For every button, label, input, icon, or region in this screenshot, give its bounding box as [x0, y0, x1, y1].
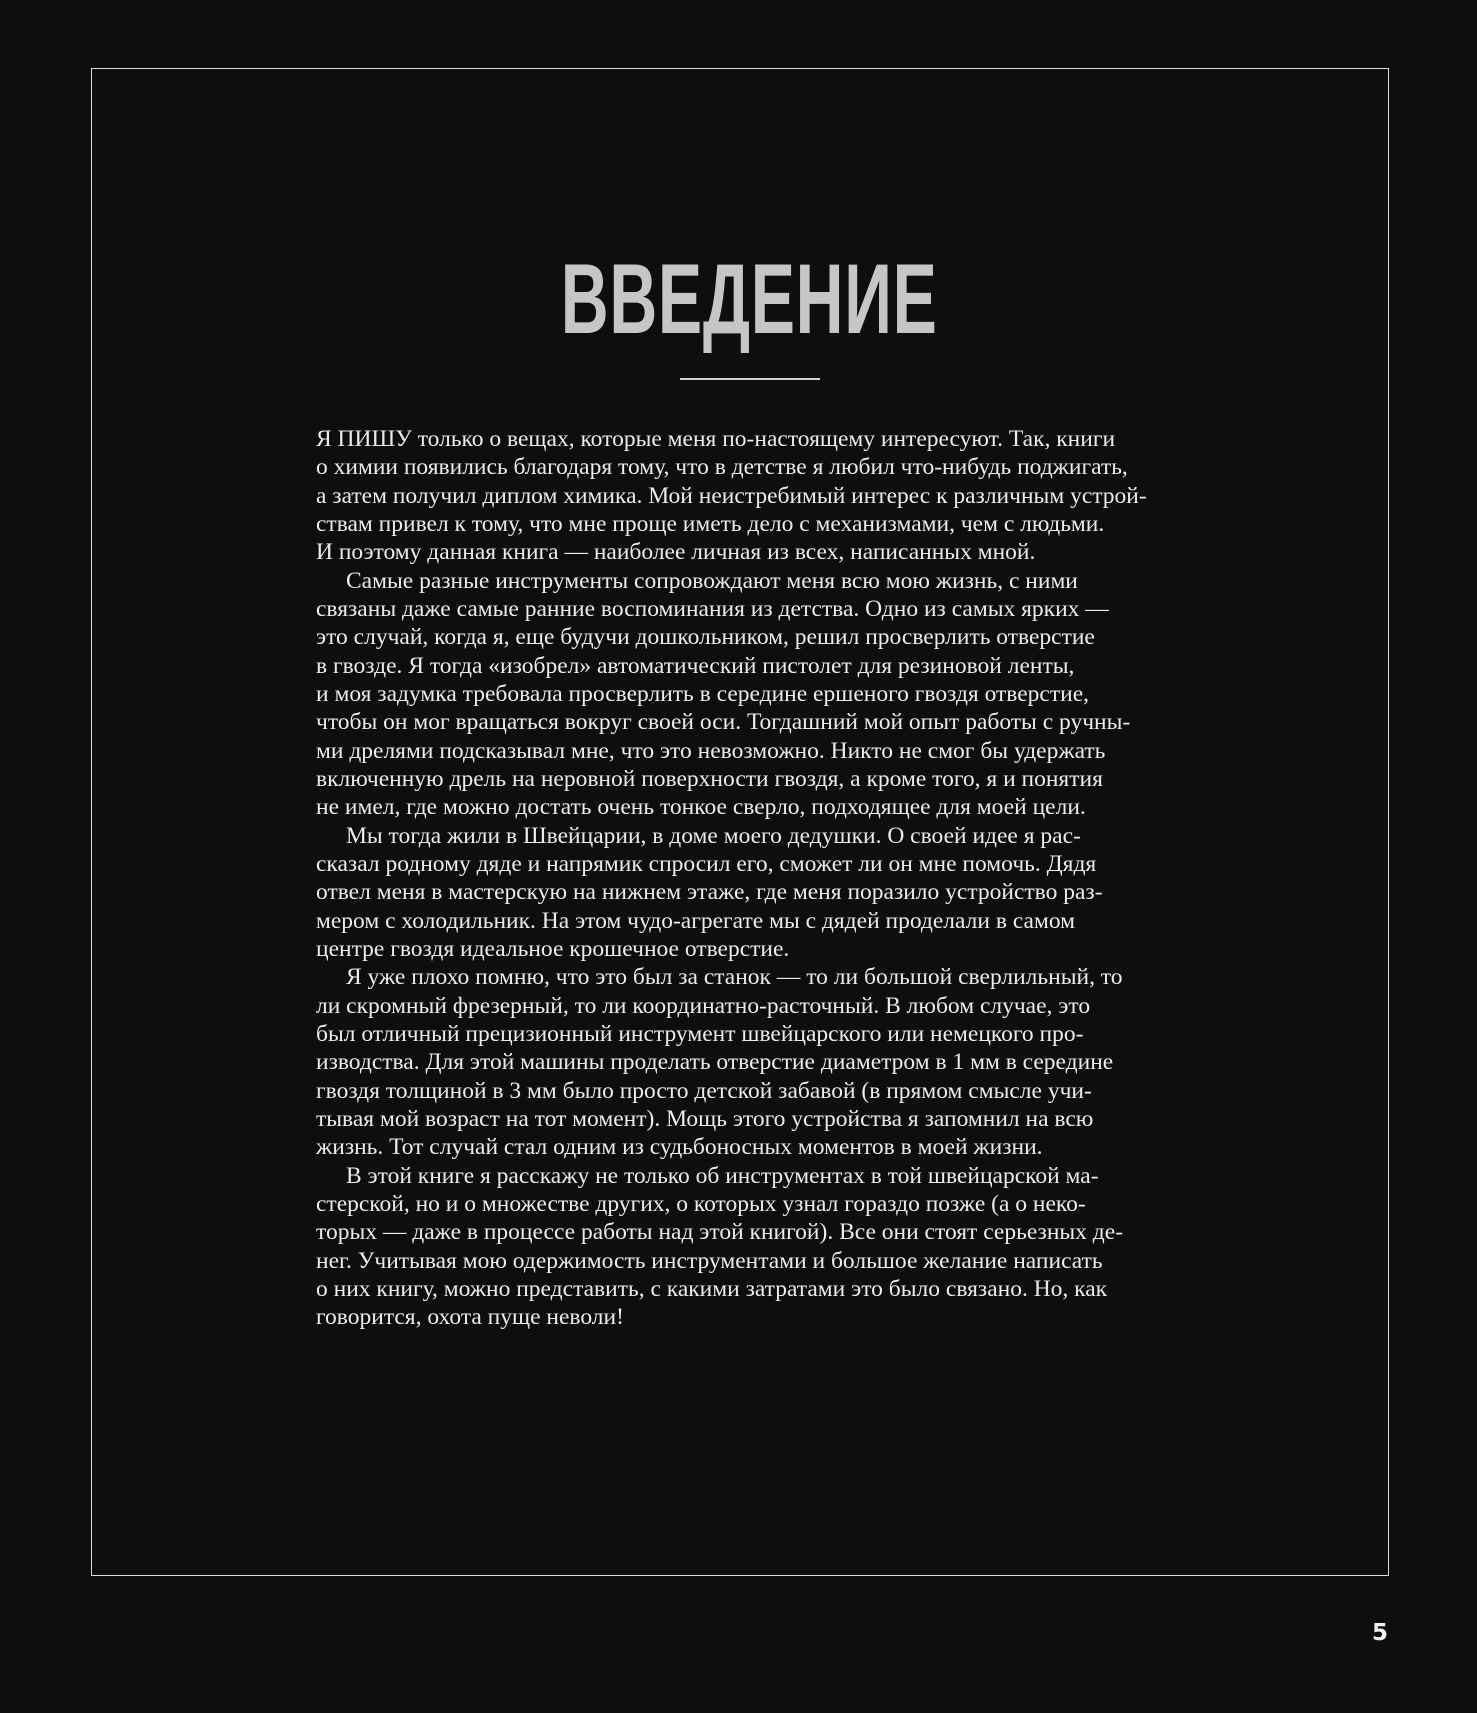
paragraph-line: сказал родному дяде и напрямик спросил его, сможет ли он мне помочь. Дядя: [316, 850, 1097, 877]
paragraph-line: Я ПИШУ только о вещах, которые меня по-настоящему интересуют. Так, книги: [316, 426, 1116, 452]
paragraph-line: И поэтому данная книга — наиболее личная из всех, написанных мной.: [316, 539, 1036, 566]
paragraph: [316, 963, 1183, 1161]
paragraph-line: Я уже плохо помню, что это был за станок — то ли большой сверлильный, то: [346, 964, 1123, 991]
paragraph: [316, 1162, 1183, 1332]
paragraph-line: Мы тогда жили в Швейцарии, в доме моего дедушки. О своей идее я рас-: [346, 822, 1081, 849]
paragraph-line: В этой книге я расскажу не только об инструментах в той швейцарской ма-: [346, 1162, 1099, 1189]
chapter-heading: ВВЕДЕНИЕ: [561, 243, 938, 354]
paragraph-line: в гвозде. Я тогда «изобрел» автоматический пистолет для резиновой ленты,: [316, 652, 1075, 679]
paragraph-line: жизнь. Тот случай стал одним из судьбоносных моментов в моей жизни.: [316, 1134, 1043, 1161]
paragraph-line: торых — даже в процессе работы над этой книгой). Все они стоят серьезных де-: [316, 1219, 1124, 1246]
paragraph-line: центре гвоздя идеальное крошечное отверстие.: [316, 935, 790, 962]
heading-divider: [680, 378, 820, 380]
paragraph-line: ми дрелями подсказывал мне, что это невозможно. Никто не смог бы удержать: [316, 737, 1106, 764]
paragraph-line: чтобы он мог вращаться вокруг своей оси. Тогдашний мой опыт работы с ручны-: [316, 709, 1131, 736]
paragraph-line: нег. Учитывая мою одержимость инструментами и большое желание написать: [316, 1247, 1103, 1274]
paragraph-line: говорится, охота пуще неволи!: [316, 1304, 624, 1331]
chapter-heading-container: [316, 243, 1183, 354]
paragraph-line: тывая мой возраст на тот момент). Мощь этого устройства я запомнил на всю: [316, 1105, 1094, 1132]
paragraph-line: гвоздя толщиной в 3 мм было просто детской забавой (в прямом смысле учи-: [316, 1077, 1092, 1104]
paragraph: [316, 567, 1183, 822]
paragraph-line: был отличный прецизионный инструмент швейцарского или немецкого про-: [316, 1020, 1084, 1047]
paragraph-line: о них книгу, можно представить, с какими затратами это было связано. Но, как: [316, 1275, 1108, 1302]
paragraph-line: это случай, когда я, еще будучи дошкольником, решил просверлить отверстие: [316, 624, 1095, 651]
paragraph-line: включенную дрель на неровной поверхности гвоздя, а кроме того, я и понятия: [316, 765, 1103, 792]
body-text: [316, 425, 1183, 1332]
paragraph: [316, 425, 1183, 567]
page-number: 5: [1371, 1620, 1388, 1646]
paragraph-line: изводства. Для этой машины проделать отверстие диаметром в 1 мм в середине: [316, 1049, 1114, 1076]
paragraph-line: не имел, где можно достать очень тонкое сверло, подходящее для моей цели.: [316, 794, 1086, 821]
paragraph-line: и моя задумка требовала просверлить в середине ершеного гвоздя отверстие,: [316, 680, 1090, 707]
paragraph-line: Самые разные инструменты сопровождают меня всю мою жизнь, с ними: [346, 567, 1078, 594]
paragraph-line: отвел меня в мастерскую на нижнем этаже, где меня поразило устройство раз-: [316, 879, 1103, 906]
paragraph-line: ли скромный фрезерный, то ли координатно-расточный. В любом случае, это: [316, 992, 1091, 1019]
paragraph-line: о химии появились благодаря тому, что в детстве я любил что-нибудь поджигать,: [316, 454, 1128, 481]
paragraph: [316, 822, 1183, 964]
paragraph-line: а затем получил диплом химика. Мой неистребимый интерес к различным устрой-: [316, 482, 1147, 509]
paragraph-line: стерской, но и о множестве других, о которых узнал гораздо позже (а о неко-: [316, 1190, 1086, 1217]
paragraph-line: связаны даже самые ранние воспоминания из детства. Одно из самых ярких —: [316, 595, 1109, 622]
paragraph-line: ствам привел к тому, что мне проще иметь дело с механизмами, чем с людьми.: [316, 510, 1105, 537]
paragraph-line: мером с холодильник. На этом чудо-агрегате мы с дядей проделали в самом: [316, 907, 1076, 934]
